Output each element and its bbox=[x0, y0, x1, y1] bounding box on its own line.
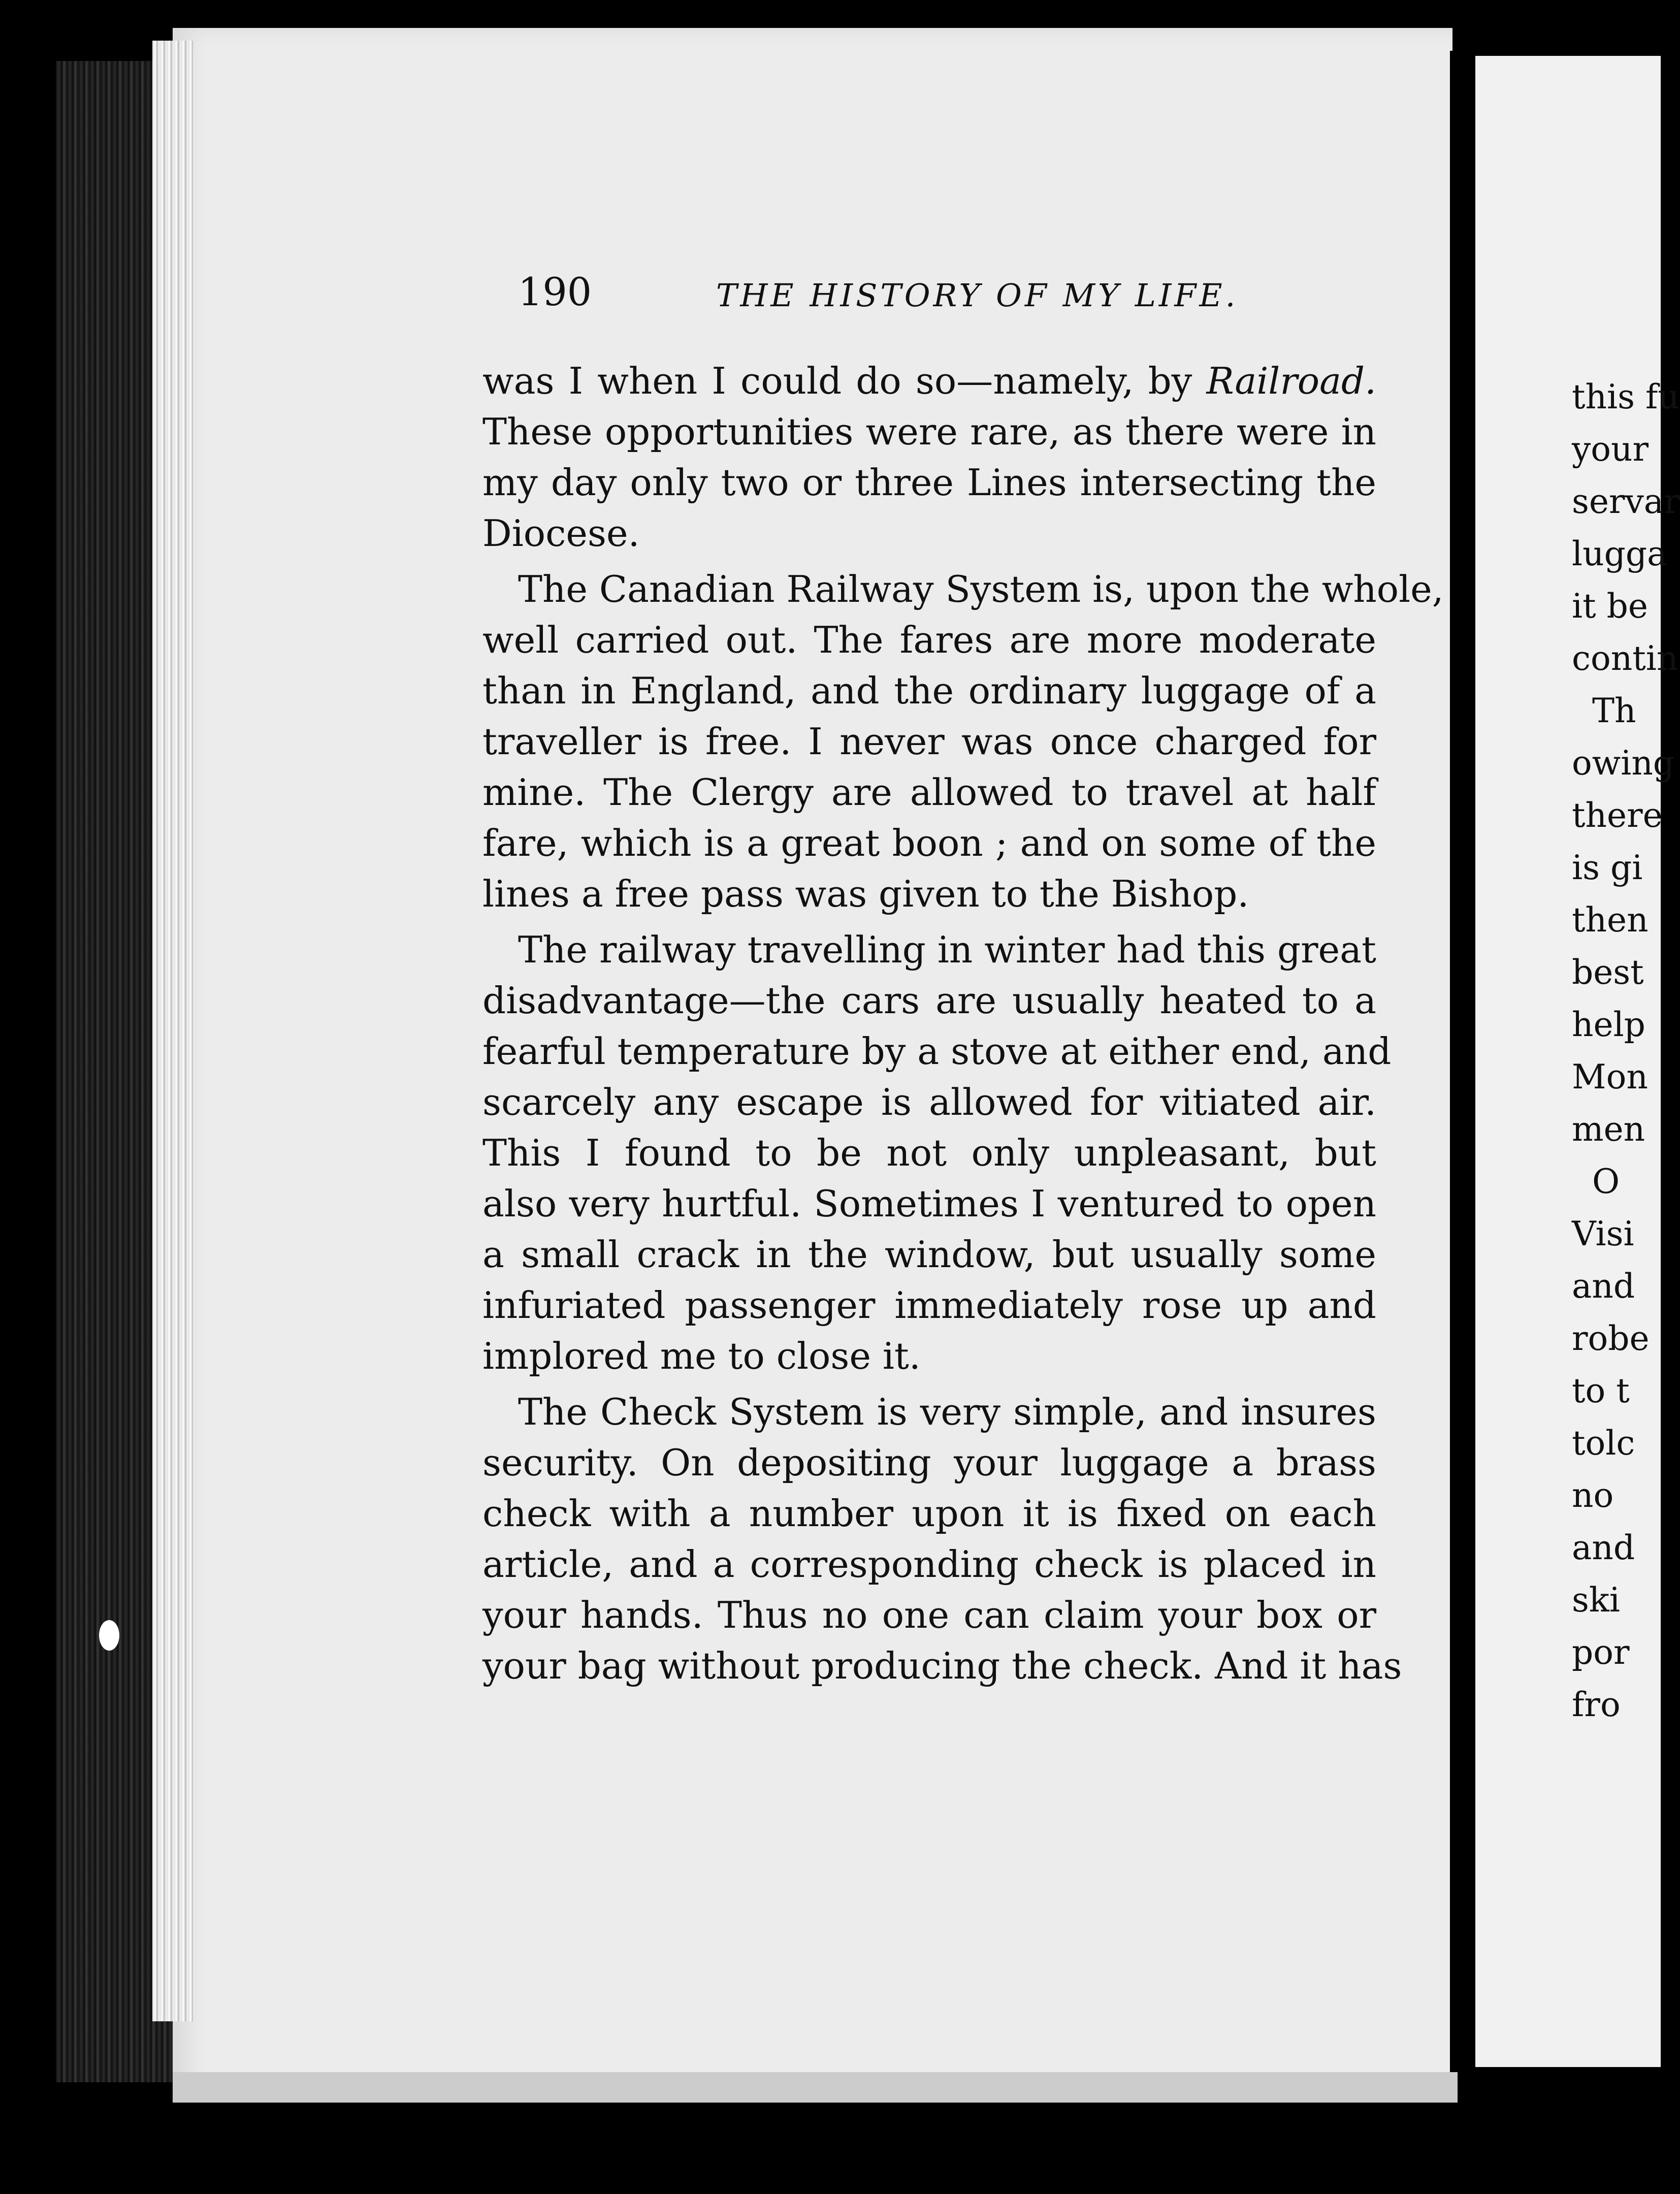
running-head: THE HISTORY OF MY LIFE. bbox=[716, 277, 1239, 314]
text-fragment: lugga bbox=[1572, 534, 1667, 573]
text-fragment: Visi bbox=[1572, 1214, 1634, 1253]
text-fragment: and bbox=[1572, 1267, 1635, 1306]
paper-speck bbox=[99, 1620, 119, 1651]
text-fragment: and bbox=[1572, 1528, 1635, 1567]
paragraph bbox=[482, 924, 1392, 1381]
text-line: article, and a corresponding check is placed in bbox=[482, 1543, 1376, 1586]
text-line: infuriated passenger immediately rose up and bbox=[482, 1284, 1376, 1327]
text-fragment: this fu bbox=[1572, 377, 1679, 416]
book-gutter bbox=[1450, 51, 1478, 2092]
text-line: fearful temperature by a stove at either end, and bbox=[482, 1030, 1392, 1073]
text-fragment: it be bbox=[1572, 587, 1648, 626]
text-line: than in England, and the ordinary luggage of a bbox=[482, 669, 1376, 712]
text-line: also very hurtful. Sometimes I ventured to open bbox=[482, 1182, 1376, 1225]
text-fragment: O bbox=[1592, 1162, 1620, 1201]
body-text bbox=[482, 356, 1444, 1691]
text-fragment: your bbox=[1572, 430, 1649, 469]
text-fragment: owing bbox=[1572, 744, 1675, 783]
text-line: implored me to close it. bbox=[482, 1335, 921, 1377]
text-fragment: is gi bbox=[1572, 848, 1643, 887]
text-line: your bag without producing the check. And it has bbox=[482, 1644, 1402, 1687]
text-line: This I found to be not only unpleasant, but bbox=[482, 1132, 1376, 1174]
text-fragment: there bbox=[1572, 796, 1663, 835]
text-line: well carried out. The fares are more moderate bbox=[482, 619, 1376, 661]
text-fragment: help bbox=[1572, 1005, 1645, 1044]
text-fragment: Th bbox=[1592, 691, 1636, 730]
text-fragment: tolc bbox=[1572, 1424, 1635, 1463]
text-fragment: servar bbox=[1572, 482, 1680, 521]
text-line: security. On depositing your luggage a brass bbox=[482, 1441, 1376, 1484]
text-fragment: contin bbox=[1572, 639, 1678, 678]
text-fragment: best bbox=[1572, 953, 1644, 992]
text-line: disadvantage—the cars are usually heated to a bbox=[482, 979, 1376, 1022]
text-line: mine. The Clergy are allowed to travel at half bbox=[482, 771, 1376, 814]
text-line: These opportunities were rare, as there were in bbox=[482, 410, 1376, 453]
page-bottom-edge bbox=[173, 2072, 1458, 2103]
text-fragment: then bbox=[1572, 900, 1649, 940]
text-line: lines a free pass was given to the Bishop. bbox=[482, 873, 1249, 915]
text-line: a small crack in the window, but usually some bbox=[482, 1233, 1376, 1276]
text-line: The railway travelling in winter had this great bbox=[518, 928, 1376, 971]
text-fragment: ski bbox=[1572, 1580, 1620, 1620]
text-line: your hands. Thus no one can claim your box or bbox=[482, 1594, 1376, 1636]
page-edge-highlight bbox=[152, 41, 193, 2021]
text-line: my day only two or three Lines intersecting the bbox=[482, 461, 1376, 504]
text-line: traveller is free. I never was once charged for bbox=[482, 720, 1376, 763]
text-line: The Canadian Railway System is, upon the whole, bbox=[518, 568, 1444, 610]
text-fragment: to t bbox=[1572, 1371, 1630, 1410]
paragraph bbox=[482, 564, 1444, 919]
text-fragment: no bbox=[1572, 1476, 1614, 1515]
text-fragment: robe bbox=[1572, 1319, 1650, 1358]
text-fragment: men bbox=[1572, 1110, 1645, 1149]
text-line: Diocese. bbox=[482, 512, 640, 555]
right-page-text bbox=[1572, 371, 1680, 1731]
text-fragment: fro bbox=[1572, 1685, 1621, 1724]
text-line: check with a number upon it is fixed on each bbox=[482, 1492, 1376, 1535]
paragraph bbox=[482, 356, 1376, 559]
text-line: fare, which is a great boon ; and on some of the bbox=[482, 822, 1376, 864]
page-number: 190 bbox=[518, 269, 592, 314]
text-fragment: por bbox=[1572, 1633, 1630, 1672]
text-fragment: Mon bbox=[1572, 1057, 1648, 1096]
paragraph bbox=[482, 1386, 1402, 1691]
text-line: scarcely any escape is allowed for vitiated air. bbox=[482, 1081, 1376, 1123]
text-line: was I when I could do so—namely, by Railroad. bbox=[482, 360, 1376, 402]
italic-word: Railroad. bbox=[1206, 360, 1376, 402]
text-line: The Check System is very simple, and insures bbox=[518, 1391, 1376, 1433]
